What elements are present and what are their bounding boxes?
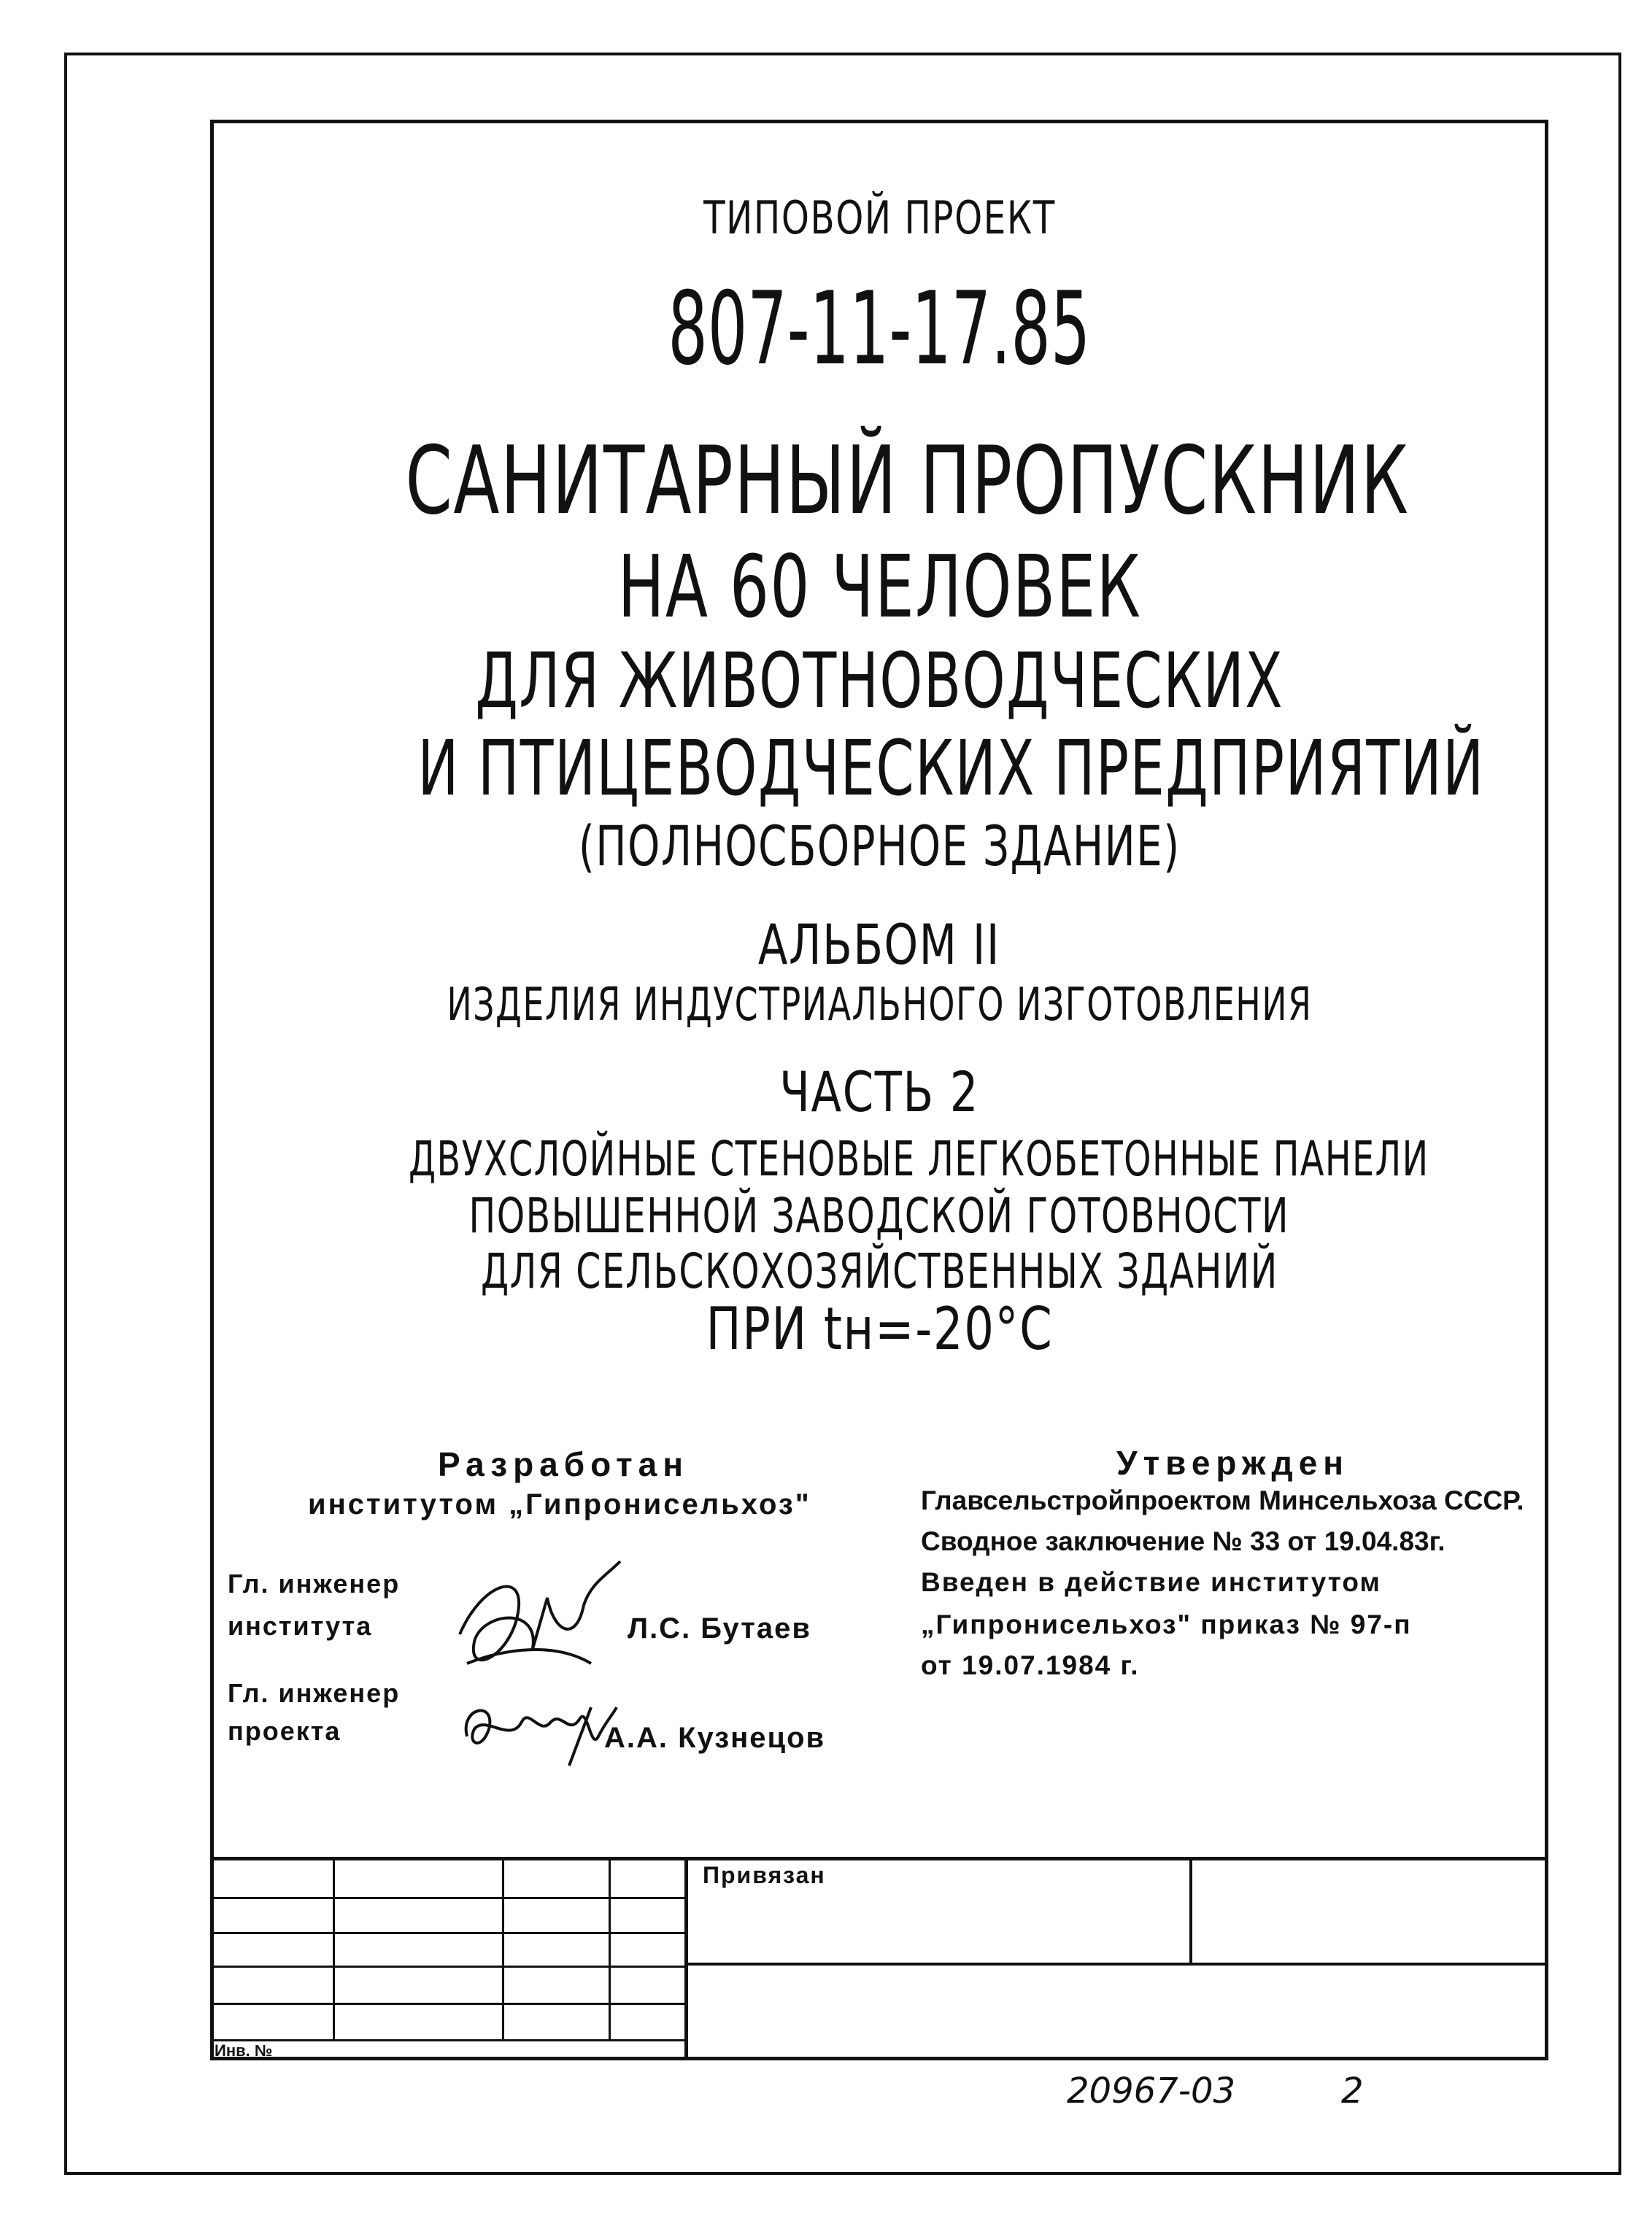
stamp-row-3 (210, 1966, 684, 1968)
part-line-2: ПОВЫШЕННОЙ ЗАВОДСКОЙ ГОТОВНОСТИ (468, 1188, 1290, 1244)
title-line-5: (ПОЛНОСБОРНОЕ ЗДАНИЕ) (578, 814, 1181, 878)
approved-line-3: Введен в действие институтом (921, 1567, 1381, 1597)
project-number: 807-11-17.85 (668, 270, 1091, 387)
stamp-col-2 (502, 1857, 504, 2039)
chief-institute-title-1: Гл. инженер (228, 1569, 401, 1599)
chief-institute-name: Л.С. Бутаев (628, 1612, 811, 1645)
approved-line-4: „Гипронисельхоз" приказ № 97-п (921, 1609, 1412, 1639)
chief-project-name: А.А. Кузнецов (604, 1722, 826, 1754)
stamp-col-3 (609, 1857, 611, 2039)
signature-butaev (438, 1554, 635, 1693)
stamp-hline-right (688, 1963, 1548, 1966)
album-label: АЛЬБОМ II (757, 912, 1001, 977)
stamp-row-5 (210, 2039, 684, 2041)
approved-heading: Утвержден (1116, 1444, 1350, 1482)
stamp-top-line (210, 1857, 1548, 1860)
album-subtitle: ИЗДЕЛИЯ ИНДУСТРИАЛЬНОГО ИЗГОТОВЛЕНИЯ (446, 978, 1313, 1031)
signature-kuznetsov (452, 1693, 628, 1773)
approved-line-1: Главсельстройпроектом Минсельхоза СССР. (921, 1485, 1524, 1515)
developed-heading: Разработан (438, 1445, 690, 1483)
stamp-inv: Инв. № (215, 2041, 273, 2060)
part-line-4: ПРИ tн=-20°C (706, 1295, 1053, 1363)
type-label: ТИПОВОЙ ПРОЕКТ (703, 191, 1056, 244)
title-line-2: НА 60 ЧЕЛОВЕК (617, 536, 1141, 637)
stamp-row-2 (210, 1932, 684, 1934)
stamp-row-4 (210, 2003, 684, 2005)
stamp-row-1 (210, 1897, 684, 1899)
stamp-col-1 (333, 1857, 335, 2039)
part-line-3: ДЛЯ СЕЛЬСКОХОЗЯЙСТВЕННЫХ ЗДАНИЙ (480, 1243, 1278, 1299)
title-line-3: ДЛЯ ЖИВОТНОВОДЧЕСКИХ (475, 636, 1284, 725)
approved-line-5: от 19.07.1984 г. (921, 1650, 1140, 1680)
stamp-divider-main (684, 1857, 688, 2060)
chief-project-title-2: проекта (228, 1716, 341, 1746)
part-line-1: ДВУХСЛОЙНЫЕ СТЕНОВЫЕ ЛЕГКОБЕТОННЫЕ ПАНЕЛИ (408, 1131, 1429, 1187)
title-line-4: И ПТИЦЕВОДЧЕСКИХ ПРЕДПРИЯТИЙ (417, 724, 1485, 813)
footer-page-number: 2 (1341, 2071, 1364, 2111)
stamp-privyazan: Привязан (703, 1862, 826, 1888)
part-label: ЧАСТЬ 2 (779, 1059, 979, 1124)
chief-institute-title-2: института (228, 1611, 373, 1641)
footer-doc-number: 20967-03 (1067, 2071, 1236, 2111)
chief-project-title-1: Гл. инженер (228, 1678, 401, 1708)
stamp-divider-right (1189, 1857, 1192, 1963)
title-line-1: САНИТАРНЫЙ ПРОПУСКНИК (405, 427, 1410, 536)
approved-line-2: Сводное заключение № 33 от 19.04.83г. (921, 1526, 1446, 1556)
developed-by: институтом „Гипронисельхоз" (308, 1488, 811, 1520)
